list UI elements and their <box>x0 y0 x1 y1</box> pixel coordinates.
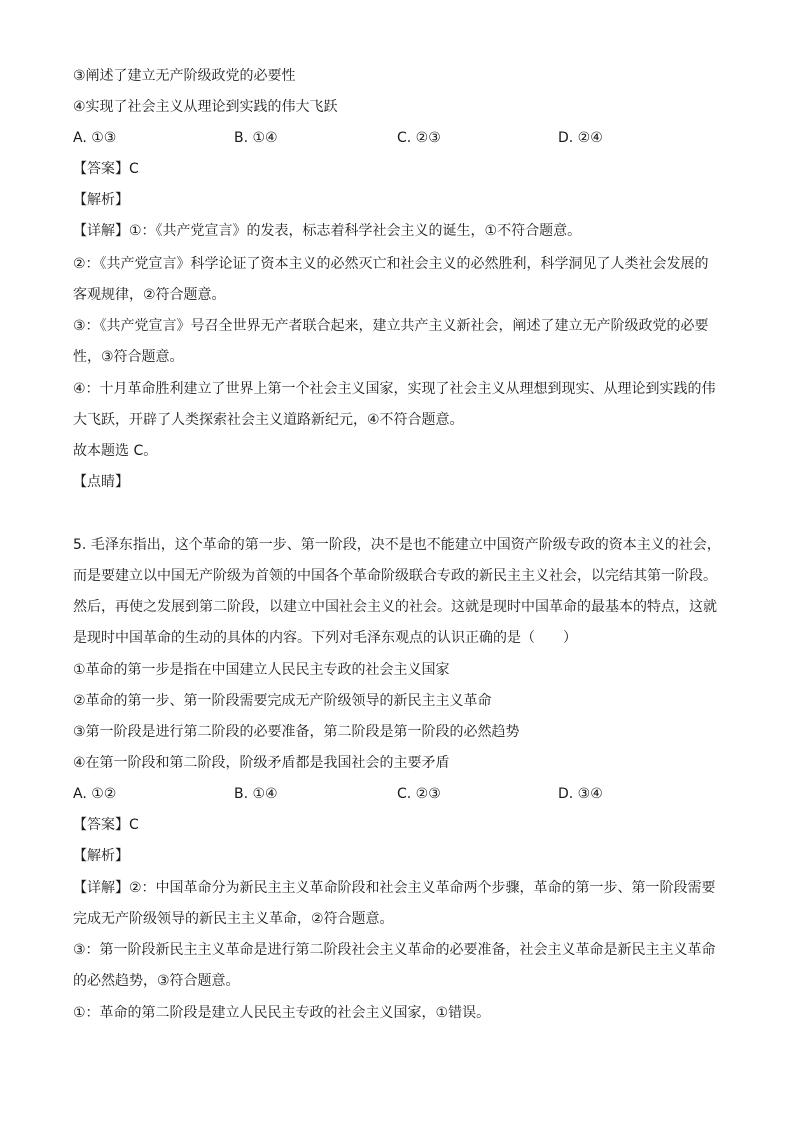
q5-statement-3: ③第一阶段是进行第二阶段的必要准备，第二阶段是第一阶段的必然趋势 <box>73 724 520 740</box>
q5-option-a: A. ①② <box>73 786 117 802</box>
q4-option-d: D. ②④ <box>558 130 603 146</box>
q4-statement-4: ④实现了社会主义从理论到实践的伟大飞跃 <box>73 99 338 115</box>
q4-options <box>73 128 723 148</box>
q5-stem-4: 是现时中国革命的生动的具体的内容。下列对毛泽东观点的认识正确的是（ ） <box>73 630 577 646</box>
q5-stem-2: 而是要建立以中国无产阶级为首领的中国各个革命阶级联合专政的新民主主义社会，以完结其第一阶段。 <box>73 568 717 584</box>
q4-comment-label: 【点睛】 <box>73 474 129 490</box>
q5-detail-2a: 【详解】②：中国革命分为新民主主义革命阶段和社会主义革命两个步骤，革命的第一步、第一阶段需要 <box>73 880 716 896</box>
q4-detail-2a: ②：《共产党宣言》科学论证了资本主义的必然灭亡和社会主义的必然胜利，科学洞见了人类社会发展的 <box>73 256 709 272</box>
q4-statement-3: ③阐述了建立无产阶级政党的必要性 <box>73 68 296 84</box>
q5-option-c: C. ②③ <box>397 786 441 802</box>
q5-answer: 【答案】C <box>73 817 139 833</box>
q4-detail-4a: ④：十月革命胜利建立了世界上第一个社会主义国家，实现了社会主义从理想到现实、从理论到实践的伟 <box>73 381 716 397</box>
q5-detail-3a: ③：第一阶段新民主主义革命是进行第二阶段社会主义革命的必要准备，社会主义革命是新民主主义革命 <box>73 942 716 958</box>
q5-stem-1: 5. 毛泽东指出，这个革命的第一步、第一阶段，决不是也不能建立中国资产阶级专政的资本主义的社会， <box>73 537 721 553</box>
q5-option-b: B. ①④ <box>234 786 278 802</box>
q4-conclusion: 故本题选 C。 <box>73 443 158 459</box>
q5-option-d: D. ③④ <box>558 786 603 802</box>
q5-options <box>73 784 723 804</box>
q5-statement-1: ①革命的第一步是指在中国建立人民民主专政的社会主义国家 <box>73 662 450 678</box>
q5-detail-1: ①：革命的第二阶段是建立人民民主专政的社会主义国家，①错误。 <box>73 1005 491 1021</box>
q4-detail-4b: 大飞跃，开辟了人类探索社会主义道路新纪元，④不符合题意。 <box>73 412 464 428</box>
q4-option-b: B. ①④ <box>234 130 278 146</box>
q4-option-c: C. ②③ <box>397 130 441 146</box>
q4-option-a: A. ①③ <box>73 130 117 146</box>
q4-analysis-label: 【解析】 <box>73 192 129 208</box>
q4-detail-3b: 性，③符合题意。 <box>73 349 184 365</box>
q5-statement-2: ②革命的第一步、第一阶段需要完成无产阶级领导的新民主主义革命 <box>73 693 492 709</box>
q5-detail-3b: 的必然趋势，③符合题意。 <box>73 973 240 989</box>
q4-answer: 【答案】C <box>73 161 139 177</box>
q5-statement-4: ④在第一阶段和第二阶段，阶级矛盾都是我国社会的主要矛盾 <box>73 755 450 771</box>
q4-detail-2b: 客观规律，②符合题意。 <box>73 287 226 303</box>
q5-analysis-label: 【解析】 <box>73 848 129 864</box>
q5-detail-2b: 完成无产阶级领导的新民主主义革命，②符合题意。 <box>73 911 394 927</box>
q4-detail-3a: ③：《共产党宣言》号召全世界无产者联合起来，建立共产主义新社会，阐述了建立无产阶级政党的必要 <box>73 318 709 334</box>
q5-stem-3: 然后，再使之发展到第二阶段，以建立中国社会主义的社会。这就是现时中国革命的最基本的特点，这就 <box>73 599 717 615</box>
q4-detail-1: 【详解】①：《共产党宣言》的发表，标志着科学社会主义的诞生，①不符合题意。 <box>73 223 582 239</box>
